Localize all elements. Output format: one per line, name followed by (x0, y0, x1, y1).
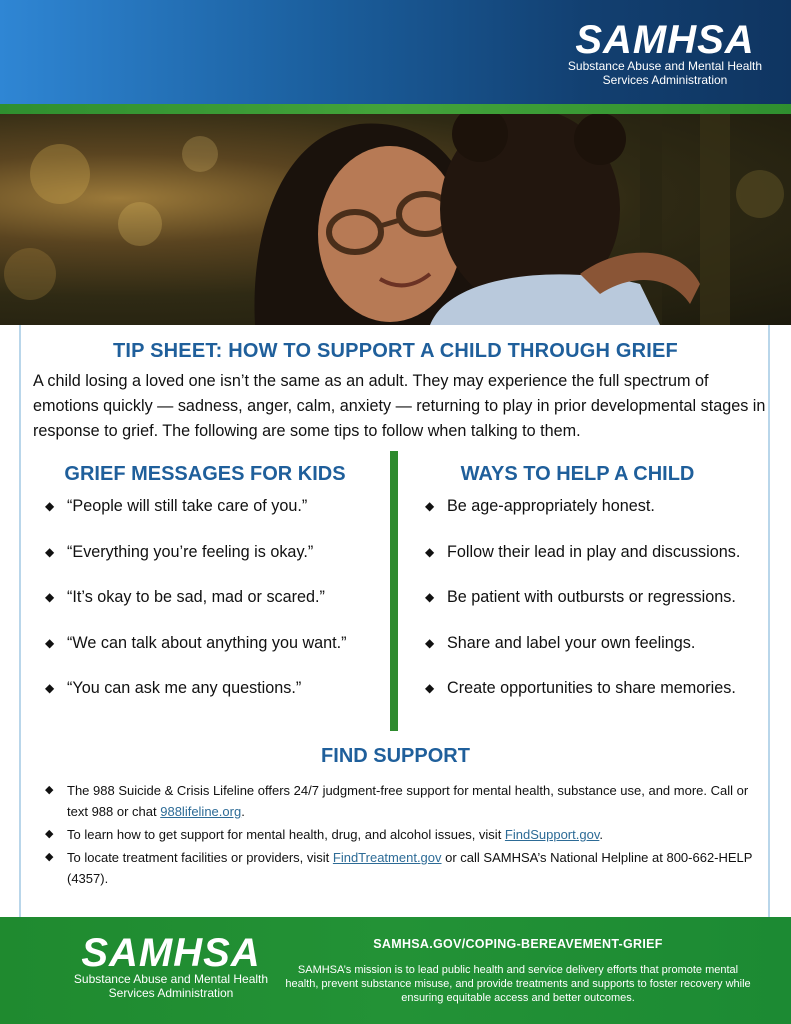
diamond-bullet-icon: ◆ (45, 635, 55, 650)
list-item-text: Create opportunities to share memories. (447, 679, 736, 697)
ways-to-help-heading: WAYS TO HELP A CHILD (460, 463, 695, 485)
diamond-bullet-icon: ◆ (425, 499, 435, 513)
diamond-bullet-icon: ◆ (425, 635, 435, 650)
footer-mission-statement: SAMHSA’s mission is to lead public health and service delivery efforts that promote mental health, prevent substance misuse, and provide treatments and supports to foster recovery while ensuring equitable access and better outcomes. (285, 964, 751, 1004)
samhsa-logo-bottom[interactable] (66, 933, 276, 1001)
hero-photo (0, 114, 791, 325)
support-item-findsupport (45, 824, 755, 845)
footer-url-link[interactable]: SAMHSA.GOV/COPING-BEREAVEMENT-GRIEF (373, 937, 663, 951)
findsupport-link[interactable]: FindSupport.gov (504, 827, 600, 842)
list-item (45, 496, 385, 542)
samhsa-logo-top[interactable] (565, 20, 765, 88)
diamond-bullet-icon: ◆ (45, 544, 55, 559)
ways-to-help-list (425, 496, 785, 724)
list-item-text: “Everything you’re feeling is okay.” (67, 542, 314, 561)
header-green-stripe (0, 104, 791, 114)
list-item (425, 542, 785, 588)
logo-wordmark: SAMHSA (81, 931, 261, 975)
list-item (425, 633, 785, 679)
logo-subtitle-line1: Substance Abuse and Mental Health (567, 59, 763, 73)
support-item-findtreatment (45, 847, 755, 889)
support-item-end: . (241, 804, 245, 819)
list-item-text: Share and label your own feelings. (447, 633, 696, 652)
logo-wordmark: SAMHSA (575, 18, 755, 62)
diamond-bullet-icon: ◆ (425, 590, 435, 604)
logo-subtitle-line2: Services Administration (602, 72, 728, 87)
support-item-text: To learn how to get support for mental health, drug, and alcohol issues, visit (67, 827, 505, 842)
hero-photo-illustration (0, 114, 791, 325)
list-item-text: “We can talk about anything you want.” (67, 633, 347, 652)
list-item-text: Be age-appropriately honest. (447, 497, 655, 515)
findtreatment-link[interactable]: FindTreatment.gov (332, 850, 442, 865)
diamond-bullet-icon: ◆ (45, 681, 55, 695)
list-item-text: Follow their lead in play and discussions. (447, 542, 741, 561)
diamond-bullet-icon: ◆ (45, 828, 54, 840)
list-item (45, 542, 385, 588)
list-item (425, 678, 785, 724)
988lifeline-link[interactable]: 988lifeline.org (160, 804, 242, 819)
support-item-end: or call SAMHSA’s National Helpline at 800-662-HELP (4357). (67, 850, 753, 886)
list-item (45, 678, 385, 724)
list-item (45, 587, 385, 633)
grief-messages-list (45, 496, 385, 724)
diamond-bullet-icon: ◆ (45, 784, 54, 796)
diamond-bullet-icon: ◆ (425, 544, 435, 559)
content-frame-left (19, 325, 21, 917)
intro-paragraph: A child losing a loved one isn’t the same as an adult. They may experience the full spectrum of emotions quickly — sadness, anger, calm, anxiety — returning to play in prior developmental stages in response to grief. The following are some tips to follow when talking to them. (33, 372, 766, 440)
list-item-text: “It’s okay to be sad, mad or scared.” (67, 588, 325, 606)
list-item (45, 633, 385, 679)
logo-subtitle-line2: Services Administration (108, 985, 234, 1000)
list-item-text: “People will still take care of you.” (67, 497, 308, 515)
support-item-text: To locate treatment facilities or providers, visit (67, 850, 333, 865)
diamond-bullet-icon: ◆ (45, 851, 54, 863)
page-title: TIP SHEET: HOW TO SUPPORT A CHILD THROUGH GRIEF (113, 340, 678, 362)
find-support-heading: FIND SUPPORT (321, 745, 470, 767)
list-item-text: Be patient with outbursts or regressions. (447, 588, 736, 606)
list-item-text: “You can ask me any questions.” (67, 679, 302, 697)
column-divider (390, 451, 398, 731)
grief-messages-heading: GRIEF MESSAGES FOR KIDS (64, 463, 346, 485)
support-item-text: The 988 Suicide & Crisis Lifeline offers 24/7 judgment-free support for mental health, substance use, and more. Call or text 988 or chat (67, 783, 749, 819)
logo-subtitle-line1: Substance Abuse and Mental Health (73, 972, 269, 986)
list-item (425, 587, 785, 633)
diamond-bullet-icon: ◆ (45, 590, 55, 604)
support-item-end: . (599, 827, 603, 842)
support-item-988 (45, 780, 755, 822)
diamond-bullet-icon: ◆ (45, 499, 55, 513)
find-support-list (45, 780, 755, 891)
diamond-bullet-icon: ◆ (425, 681, 435, 695)
list-item (425, 496, 785, 542)
